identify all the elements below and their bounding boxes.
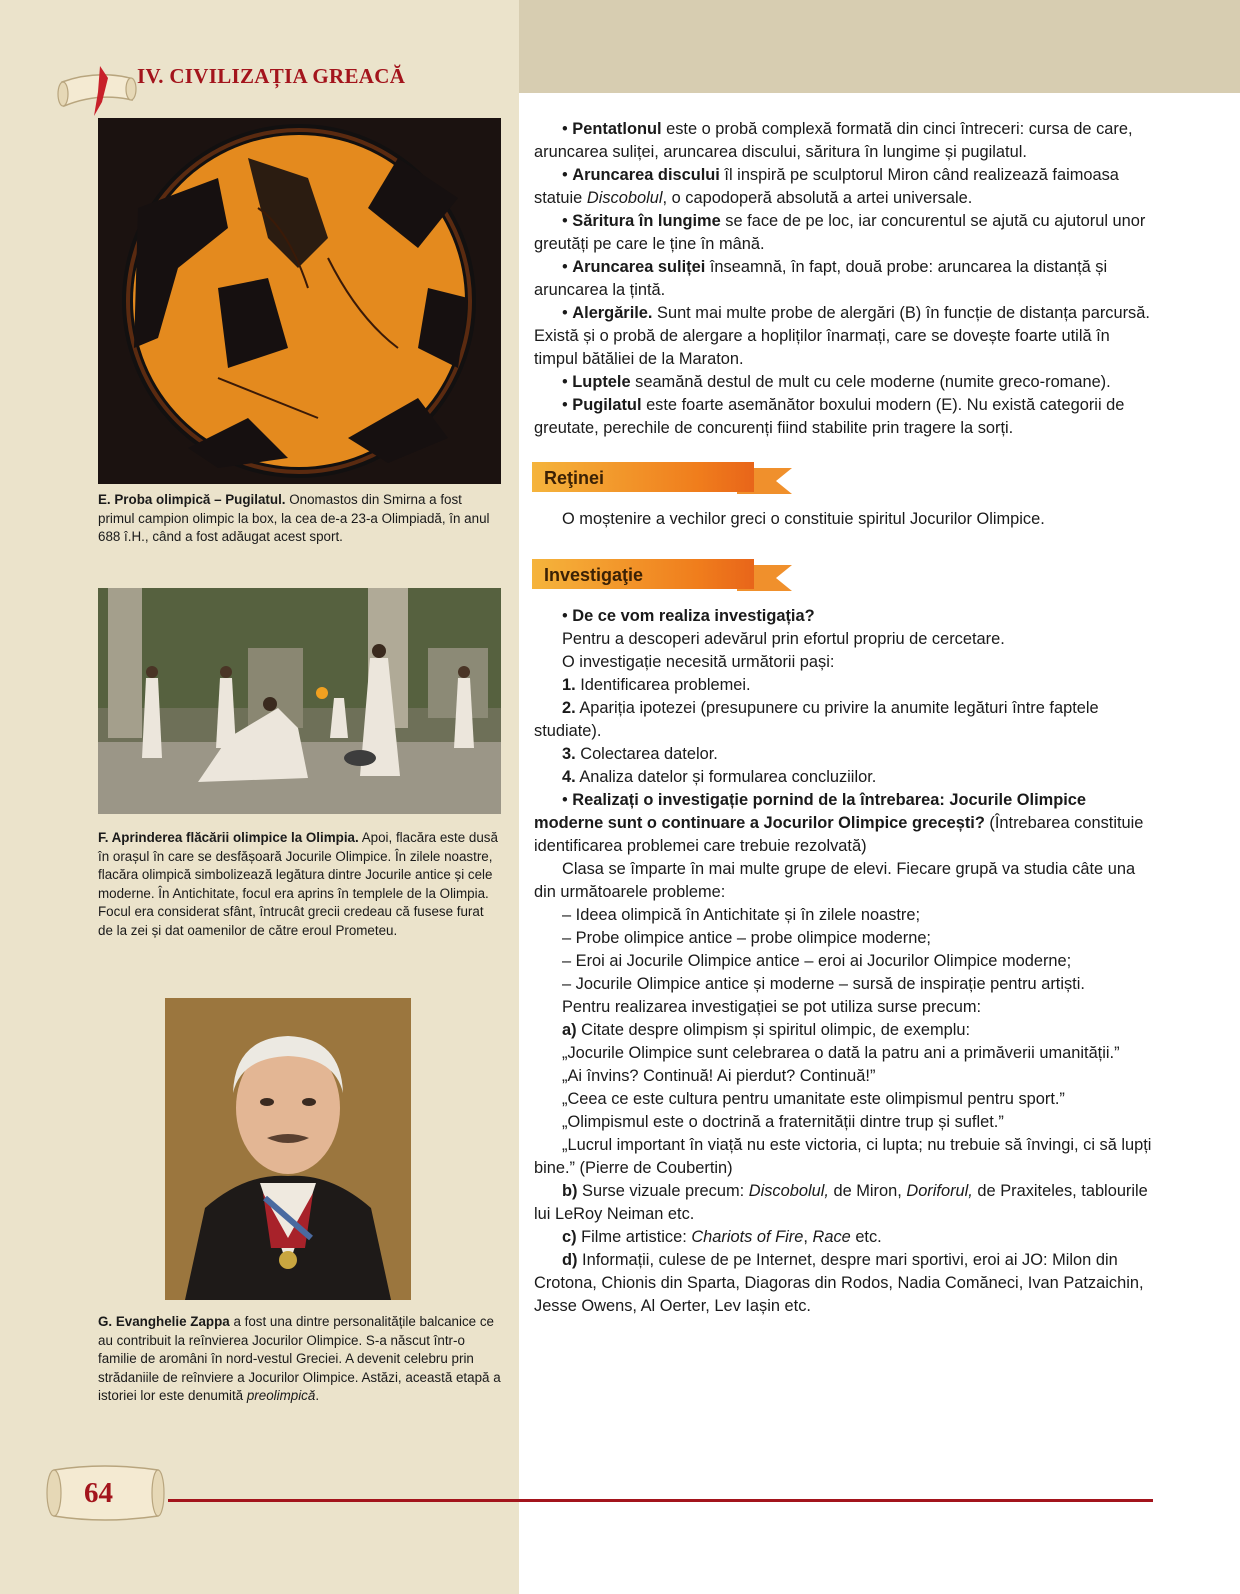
source-text: Filme artistice: xyxy=(576,1228,692,1246)
source-em: Race xyxy=(812,1228,851,1246)
page-number: 64 xyxy=(84,1477,113,1509)
source-label: b) xyxy=(562,1182,578,1200)
scroll-ribbon-icon xyxy=(56,62,140,122)
event-item: • Săritura în lungime se face de pe loc, iar concurentul se ajută cu ajutorul unor greutăți pe care le ține în mână. xyxy=(534,212,1146,253)
group-item: – Jocurile Olimpice antice și moderne – sursă de inspirație pentru artiști. xyxy=(562,975,1085,993)
quote-item: „Lucrul important în viață nu este victoria, ci lupta; nu trebuie să învingi, ci să lupți bine.” (Pierre de Coubertin) xyxy=(534,1136,1152,1177)
group-item: – Eroi ai Jocurile Olimpice antice – eroi ai Jocurilor Olimpice moderne; xyxy=(562,952,1072,970)
source-text: Citate despre olimpism și spiritul olimpic, de exemplu: xyxy=(576,1021,971,1039)
header-band xyxy=(519,0,1240,93)
step-text: Analiza datelor și formularea concluziilor. xyxy=(575,768,877,786)
event-text: este foarte asemănător boxului modern (E). Nu există categorii de greutate, perechile de concurenți fiind stabilite prin tragere la sorți. xyxy=(534,396,1125,437)
step-number: 2. xyxy=(562,699,576,717)
investigatie-question: • De ce vom realiza investigația? xyxy=(562,607,815,625)
source-text: , xyxy=(803,1228,813,1246)
event-text: Sunt mai multe probe de alergări (B) în funcție de distanța parcursă. Există și o probă de alergare a hopliților înarmați, care se dovește foarte utilă în timpul bătăliei de la Maraton. xyxy=(534,304,1150,368)
event-text: se face de pe loc, iar concurentul se ajută cu ajutorul unor greutăți pe care le ține în mână. xyxy=(534,212,1146,253)
sources-intro: Pentru realizarea investigației se pot utiliza surse precum: xyxy=(562,998,982,1016)
event-text: este o probă complexă formată din cinci întreceri: cursa de care, aruncarea suliței, aruncarea discului, săritura în lungime și pugilatul. xyxy=(534,120,1133,161)
source-text: Surse vizuale precum: xyxy=(577,1182,749,1200)
caption-e-title: E. Proba olimpică – Pugilatul. xyxy=(98,492,286,507)
group-item: – Probe olimpice antice – probe olimpice moderne; xyxy=(562,929,931,947)
quote-item: „Ai învins? Continuă! Ai pierdut? Continuă!” xyxy=(562,1067,876,1085)
event-text: îl inspiră pe sculptorul Miron când realizează faimoasa statuie xyxy=(534,166,1119,207)
source-b xyxy=(534,1180,1153,1226)
step-number: 3. xyxy=(562,745,576,763)
event-item: • Aruncarea suliței înseamnă, în fapt, două probe: aruncarea la distanță și aruncarea la țintă. xyxy=(534,258,1108,299)
event-text: seamănă destul de mult cu cele moderne (numite greco-romane). xyxy=(630,373,1111,391)
source-a xyxy=(534,1019,1153,1042)
event-title: Pentatlonul xyxy=(572,120,662,138)
caption-figure-g xyxy=(98,1313,502,1406)
event-title: Luptele xyxy=(572,373,631,391)
photo-boxing-vase xyxy=(98,118,501,484)
step-item xyxy=(534,674,1153,697)
event-item: • Alergările. Sunt mai multe probe de alergări (B) în funcție de distanța parcursă. Există și o probă de alergare a hopliților înarmați, care se dovește foarte utilă în timpul bătăliei de la Maraton. xyxy=(534,304,1150,368)
source-d xyxy=(534,1249,1153,1318)
photo-evanghelie-zappa-portrait xyxy=(165,998,411,1300)
groups-intro: Clasa se împarte în mai multe grupe de elevi. Fiecare grupă va studia câte una din următoarele probleme: xyxy=(534,860,1136,901)
task-bold: Realizați o investigație pornind de la întrebarea: Jocurile Olimpice moderne sunt o continuare a Jocurilor Olimpice grecești? xyxy=(534,791,1087,832)
investigatie-answer: Pentru a descoperi adevărul prin efortul propriu de cercetare. xyxy=(562,630,1005,648)
caption-figure-f xyxy=(98,829,502,941)
retinei-label: Reţinei xyxy=(544,468,605,488)
step-item xyxy=(534,766,1153,789)
question-text: De ce vom realiza investigația? xyxy=(572,607,815,625)
chapter-title: IV. CIVILIZAȚIA GREACĂ xyxy=(137,64,406,88)
event-item: • Pugilatul este foarte asemănător boxului modern (E). Nu există categorii de greutate, perechile de concurenți fiind stabilite prin tragere la sorți. xyxy=(534,396,1125,437)
event-em: Discobolul xyxy=(586,189,663,207)
retinei-heading xyxy=(532,462,1153,496)
source-text: de Miron, xyxy=(828,1182,907,1200)
source-em: Chariots of Fire xyxy=(691,1228,804,1246)
event-text: înseamnă, în fapt, două probe: aruncarea la distanță și aruncarea la țintă. xyxy=(534,258,1108,299)
caption-g-title: G. Evanghelie Zappa xyxy=(98,1314,230,1329)
step-text: Identificarea problemei. xyxy=(575,676,751,694)
event-title: Aruncarea suliței xyxy=(572,258,706,276)
investigation-task: • Realizați o investigație pornind de la întrebarea: Jocurile Olimpice moderne sunt o continuare a Jocurilor Olimpice grecești? (Întrebarea constituie identificarea problemei care trebuie rezolvată) xyxy=(534,791,1144,855)
quote-item: „Jocurile Olimpice sunt celebrarea o dată la patru ani a primăverii umanității.” xyxy=(562,1044,1120,1062)
steps-intro: O investigație necesită următorii pași: xyxy=(562,653,835,671)
caption-g-text: a fost una dintre personalitățile balcanice ce au contribuit la reînvierea Jocurilor Olimpice. S-a născut într-o familie de aromâni în nord-vestul Greciei. A devenit celebru prin strădaniile de reînviere a Jocurilor Olimpice. Astăzi, această etapă a istoriei lor este denumită xyxy=(98,1314,501,1404)
step-text: Colectarea datelor. xyxy=(575,745,718,763)
step-text: Apariția ipotezei (presupunere cu privire la anumite legături între faptele studiate). xyxy=(534,699,1099,740)
caption-f-text: Apoi, flacăra este dusă în orașul în care se desfășoară Jocurile Olimpice. În zilele noastre, flacăra olimpică simbolizează legătura dintre Jocurile antice și cele moderne. În Antichitate, focul era aprins în templele de la Olimpia. Focul era considerat sfânt, întrucât grecii credeau că fusese furat de la zei și dat oamenilor de către eroul Prometeu. xyxy=(98,830,498,938)
source-text: de Praxiteles, tablourile lui LeRoy Neiman etc. xyxy=(534,1182,1148,1223)
caption-figure-e xyxy=(98,491,502,547)
source-label: d) xyxy=(562,1251,578,1269)
event-title: Săritura în lungime xyxy=(572,212,721,230)
event-item: • Luptele seamănă destul de mult cu cele moderne (numite greco-romane). xyxy=(562,373,1111,391)
retinei-text: O moștenire a vechilor greci o constituie spiritul Jocurilor Olimpice. xyxy=(562,510,1045,528)
quote-item: „Olimpismul este o doctrină a fraternității dintre trup și suflet.” xyxy=(562,1113,1004,1131)
source-em: Discobolul, xyxy=(748,1182,829,1200)
caption-g-em: preolimpică xyxy=(246,1388,316,1404)
event-title: Aruncarea discului xyxy=(572,166,720,184)
event-item: • Aruncarea discului îl inspiră pe sculptorul Miron când realizează faimoasa statuie Discobolul, o capodoperă absolută a artei universale. xyxy=(534,166,1119,207)
group-item: – Ideea olimpică în Antichitate și în zilele noastre; xyxy=(562,906,921,924)
event-title: Pugilatul xyxy=(572,396,642,414)
quote-item: „Ceea ce este cultura pentru umanitate este olimpismul pentru sport.” xyxy=(562,1090,1065,1108)
photo-olympic-flame xyxy=(98,588,501,814)
investigatie-label: Investigaţie xyxy=(544,565,644,585)
task-text: (Întrebarea constituie identificarea problemei care trebuie rezolvată) xyxy=(534,814,1144,855)
caption-f-title: F. Aprinderea flăcării olimpice la Olimpia. xyxy=(98,830,359,845)
event-end: , o capodoperă absolută a artei universale. xyxy=(662,189,973,207)
event-item: • Pentatlonul este o probă complexă formată din cinci întreceri: cursa de care, aruncarea suliței, aruncarea discului, săritura în lungime și pugilatul. xyxy=(534,120,1133,161)
source-em: Doriforul, xyxy=(906,1182,973,1200)
source-text: etc. xyxy=(850,1228,882,1246)
step-number: 1. xyxy=(562,676,576,694)
step-number: 4. xyxy=(562,768,576,786)
source-label: a) xyxy=(562,1021,577,1039)
source-text: Informații, culese de pe Internet, despre mari sportivi, eroi ai JO: Milon din Crotona, Chionis din Sparta, Diagoras din Rodos, Nadia Comăneci, Ivan Patzaichin, Jesse Owens, Al Oerter, Lev Iașin etc. xyxy=(534,1251,1144,1315)
source-label: c) xyxy=(562,1228,577,1246)
caption-g-end: . xyxy=(315,1388,320,1404)
investigatie-heading xyxy=(532,559,1153,593)
source-c xyxy=(534,1226,1153,1249)
footer-rule xyxy=(168,1499,1153,1502)
event-title: Alergările. xyxy=(572,304,653,322)
step-item xyxy=(534,697,1153,743)
main-text-column xyxy=(534,118,1153,1318)
step-item xyxy=(534,743,1153,766)
caption-e-text: Onomastos din Smirna a fost primul campion olimpic la box, la cea de-a 23-a Olimpiadă, în anul 688 î.H., când a fost adăugat acest sport. xyxy=(98,492,490,545)
